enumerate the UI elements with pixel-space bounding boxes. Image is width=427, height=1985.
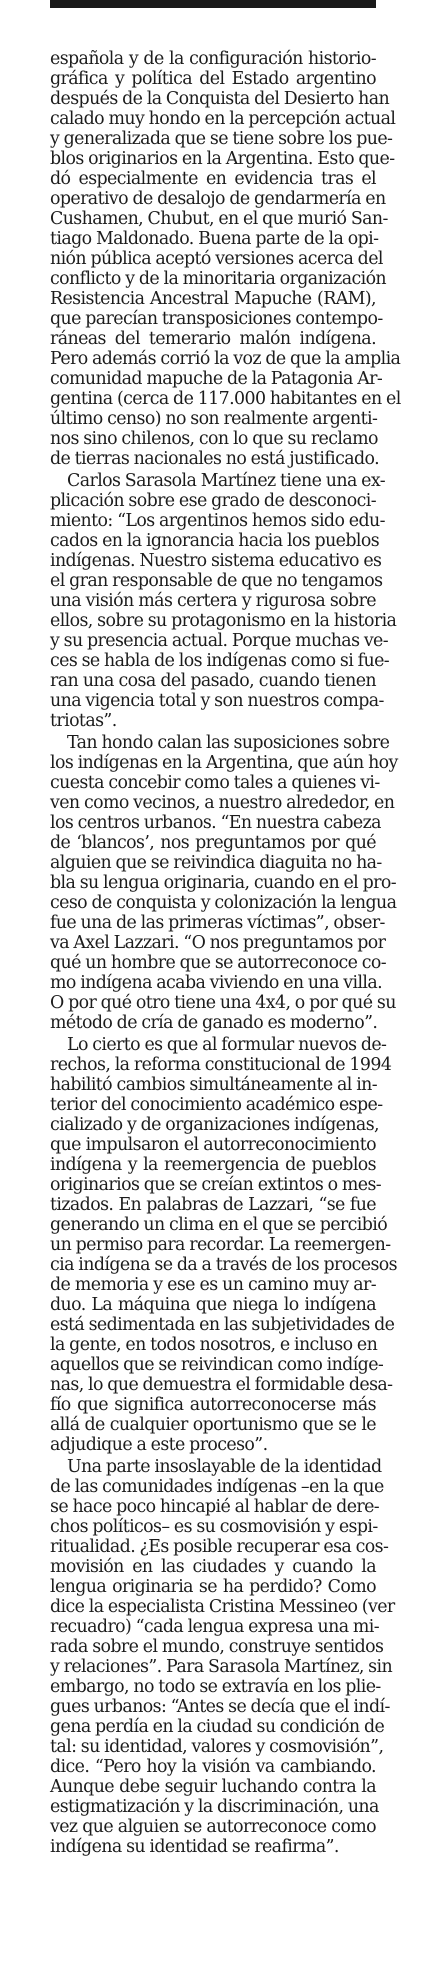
article-line: Aunque debe seguir luchando contra la [50, 1777, 376, 1797]
article-line: cuesta concebir como tales a quienes vi- [50, 773, 380, 793]
article-line: dice la especialista Cristina Messineo (ver [50, 1597, 395, 1617]
article-line: miento: “Los argentinos hemos sido edu- [50, 511, 385, 531]
article-line: gues urbanos: “Antes se decía que el indí- [50, 1697, 390, 1717]
article-line: allá de cualquier oportunismo que se le [50, 1415, 376, 1435]
article-line: ces se habla de los indígenas como si fue- [50, 651, 390, 671]
article-line: cia indígena se da a través de los procesos [50, 1255, 397, 1275]
article-line: de tierras nacionales no está justificado. [50, 449, 380, 469]
article-line: fío que significa autorreconocerse más [50, 1395, 376, 1415]
article-line: operativo de desalojo de gendarmería en [50, 189, 386, 209]
article-line: rechos, la reforma constitucional de 1994 [50, 1055, 392, 1075]
article-line: un permiso para recordar. La reemergen- [50, 1235, 391, 1255]
article-line: Cushamen, Chubut, en el que murió San- [50, 209, 388, 229]
article-line: nos sino chilenos, con lo que su reclamo [50, 429, 378, 449]
article-line: duo. La máquina que niega lo indígena [50, 1295, 376, 1315]
article-line: después de la Conquista del Desierto han [50, 89, 390, 109]
article-line: gráfica y política del Estado argentino [50, 69, 376, 89]
article-line: aquellos que se reivindican como indíge- [50, 1355, 384, 1375]
article-line: bla su lengua originaria, cuando en el pro- [50, 873, 396, 893]
article-line: Tan hondo calan las suposiciones sobre [67, 733, 390, 753]
article-line: recuadro) “cada lengua expresa una mi- [50, 1617, 380, 1637]
article-line: está sedimentada en las subjetividades de [50, 1315, 395, 1335]
article-line: dice. “Pero hoy la visión va cambiando. [50, 1757, 376, 1777]
article-line: Carlos Sarasola Martínez tiene una ex- [67, 471, 386, 491]
article-line: fue una de las primeras víctimas”, obser- [50, 913, 385, 933]
article-line: Pero además corrió la voz de que la amplia [50, 349, 401, 369]
article-line: indígena y la reemergencia de pueblos [50, 1155, 376, 1175]
article-line: española y de la configuración historio- [50, 49, 376, 69]
article-line: el gran responsable de que no tengamos [50, 571, 383, 591]
article-line: y generalizada que se tiene sobre los pue- [50, 129, 393, 149]
article-line: una vigencia total y son nuestros compa- [50, 691, 384, 711]
article-line: qué un hombre que se autorreconoce co- [50, 953, 387, 973]
article-line: nas, lo que demuestra el formidable desa- [50, 1375, 393, 1395]
article-line: que impulsaron el autorreconocimiento [50, 1135, 376, 1155]
article-line: vez que alguien se autorreconoce como [50, 1817, 376, 1837]
article-line: chos políticos– es su cosmovisión y espi- [50, 1517, 378, 1537]
article-line: Una parte insoslayable de la identidad [67, 1457, 382, 1477]
article-line: Resistencia Ancestral Mapuche (RAM), [50, 289, 376, 309]
article-line: último censo) no son realmente argenti- [50, 409, 378, 429]
article-line: mo indígena acaba viviendo en una villa. [50, 973, 383, 993]
article-line: estigmatización y la discriminación, una [50, 1797, 379, 1817]
article-line: va Axel Lazzari. “O nos preguntamos por [50, 933, 386, 953]
column-top-rule [50, 0, 376, 8]
article-line: una visión más certera y rigurosa sobre [50, 591, 376, 611]
article-line: método de cría de ganado es moderno”. [50, 1013, 378, 1033]
article-line: ceso de conquista y colonización la lengua [50, 893, 397, 913]
article-line: indígena su identidad se reafirma”. [50, 1837, 339, 1857]
article-line: O por qué otro tiene una 4x4, o por qué su [50, 993, 396, 1013]
article-line: los centros urbanos. “En nuestra cabeza [50, 813, 381, 833]
article-line: terior del conocimiento académico espe- [50, 1095, 383, 1115]
article-line: nión pública aceptó versiones acerca del [50, 249, 383, 269]
article-line: habilitó cambios simultáneamente al in- [50, 1075, 378, 1095]
article-line: alguien que se reivindica diaguita no ha- [50, 853, 382, 873]
article-line: y relaciones”. Para Sarasola Martínez, sin [50, 1657, 393, 1677]
article-line: de ‘blancos’, nos preguntamos por qué [50, 833, 376, 853]
article-line: adjudique a este proceso”. [50, 1435, 268, 1455]
article-line: los indígenas en la Argentina, que aún hoy [50, 753, 398, 773]
article-line: ráneas del temerario malón indígena. [50, 329, 376, 349]
article-line: cializado y de organizaciones indígenas, [50, 1115, 379, 1135]
article-line: plicación sobre ese grado de desconoci- [50, 491, 376, 511]
article-line: de las comunidades indígenas –en la que [50, 1477, 384, 1497]
article-line: conflicto y de la minoritaria organización [50, 269, 387, 289]
article-line: de memoria y ese es un camino muy ar- [50, 1275, 376, 1295]
article-line: ven como vecinos, a nuestro alrededor, en [50, 793, 395, 813]
article-line: indígenas. Nuestro sistema educativo es [50, 551, 382, 571]
article-line: calado muy hondo en la percepción actual [50, 109, 396, 129]
article-line: comunidad mapuche de la Patagonia Ar- [50, 369, 383, 389]
article-line: ran una cosa del pasado, cuando tienen [50, 671, 376, 691]
article-line: dó especialmente en evidencia tras el [50, 169, 376, 189]
article-line: rada sobre el mundo, construye sentidos [50, 1637, 384, 1657]
article-line: tizados. En palabras de Lazzari, “se fue [50, 1195, 376, 1215]
article-line: gena perdía en la ciudad su condición de [50, 1717, 385, 1737]
article-line: blos originarios en la Argentina. Esto que- [50, 149, 395, 169]
article-line: originarios que se creían extintos o mes- [50, 1175, 382, 1195]
article-line: triotas”. [50, 711, 117, 731]
article-line: gentina (cerca de 117.000 habitantes en el [50, 389, 401, 409]
article-line: ritualidad. ¿Es posible recuperar esa cos- [50, 1537, 389, 1557]
article-line: la gente, en todos nosotros, e incluso en [50, 1335, 378, 1355]
article-line: tiago Maldonado. Buena parte de la opi- [50, 229, 379, 249]
article-line: movisión en las ciudades y cuando la [50, 1557, 376, 1577]
article-line: Lo cierto es que al formular nuevos de- [67, 1035, 387, 1055]
article-line: se hace poco hincapié al hablar de dere- [50, 1497, 380, 1517]
article-line: ellos, sobre su protagonismo en la historia [50, 611, 397, 631]
article-line: y su presencia actual. Porque muchas ve- [50, 631, 389, 651]
article-line: cados en la ignorancia hacia los pueblos [50, 531, 380, 551]
article-line: que parecían transposiciones contempo- [50, 309, 383, 329]
article-line: embargo, no todo se extravía en los plie- [50, 1677, 381, 1697]
article-line: generando un clima en el que se percibió [50, 1215, 388, 1235]
article-line: lengua originaria se ha perdido? Como [50, 1577, 376, 1597]
article-body [50, 49, 401, 1857]
article-line: tal: su identidad, valores y cosmovisión”, [50, 1737, 384, 1757]
